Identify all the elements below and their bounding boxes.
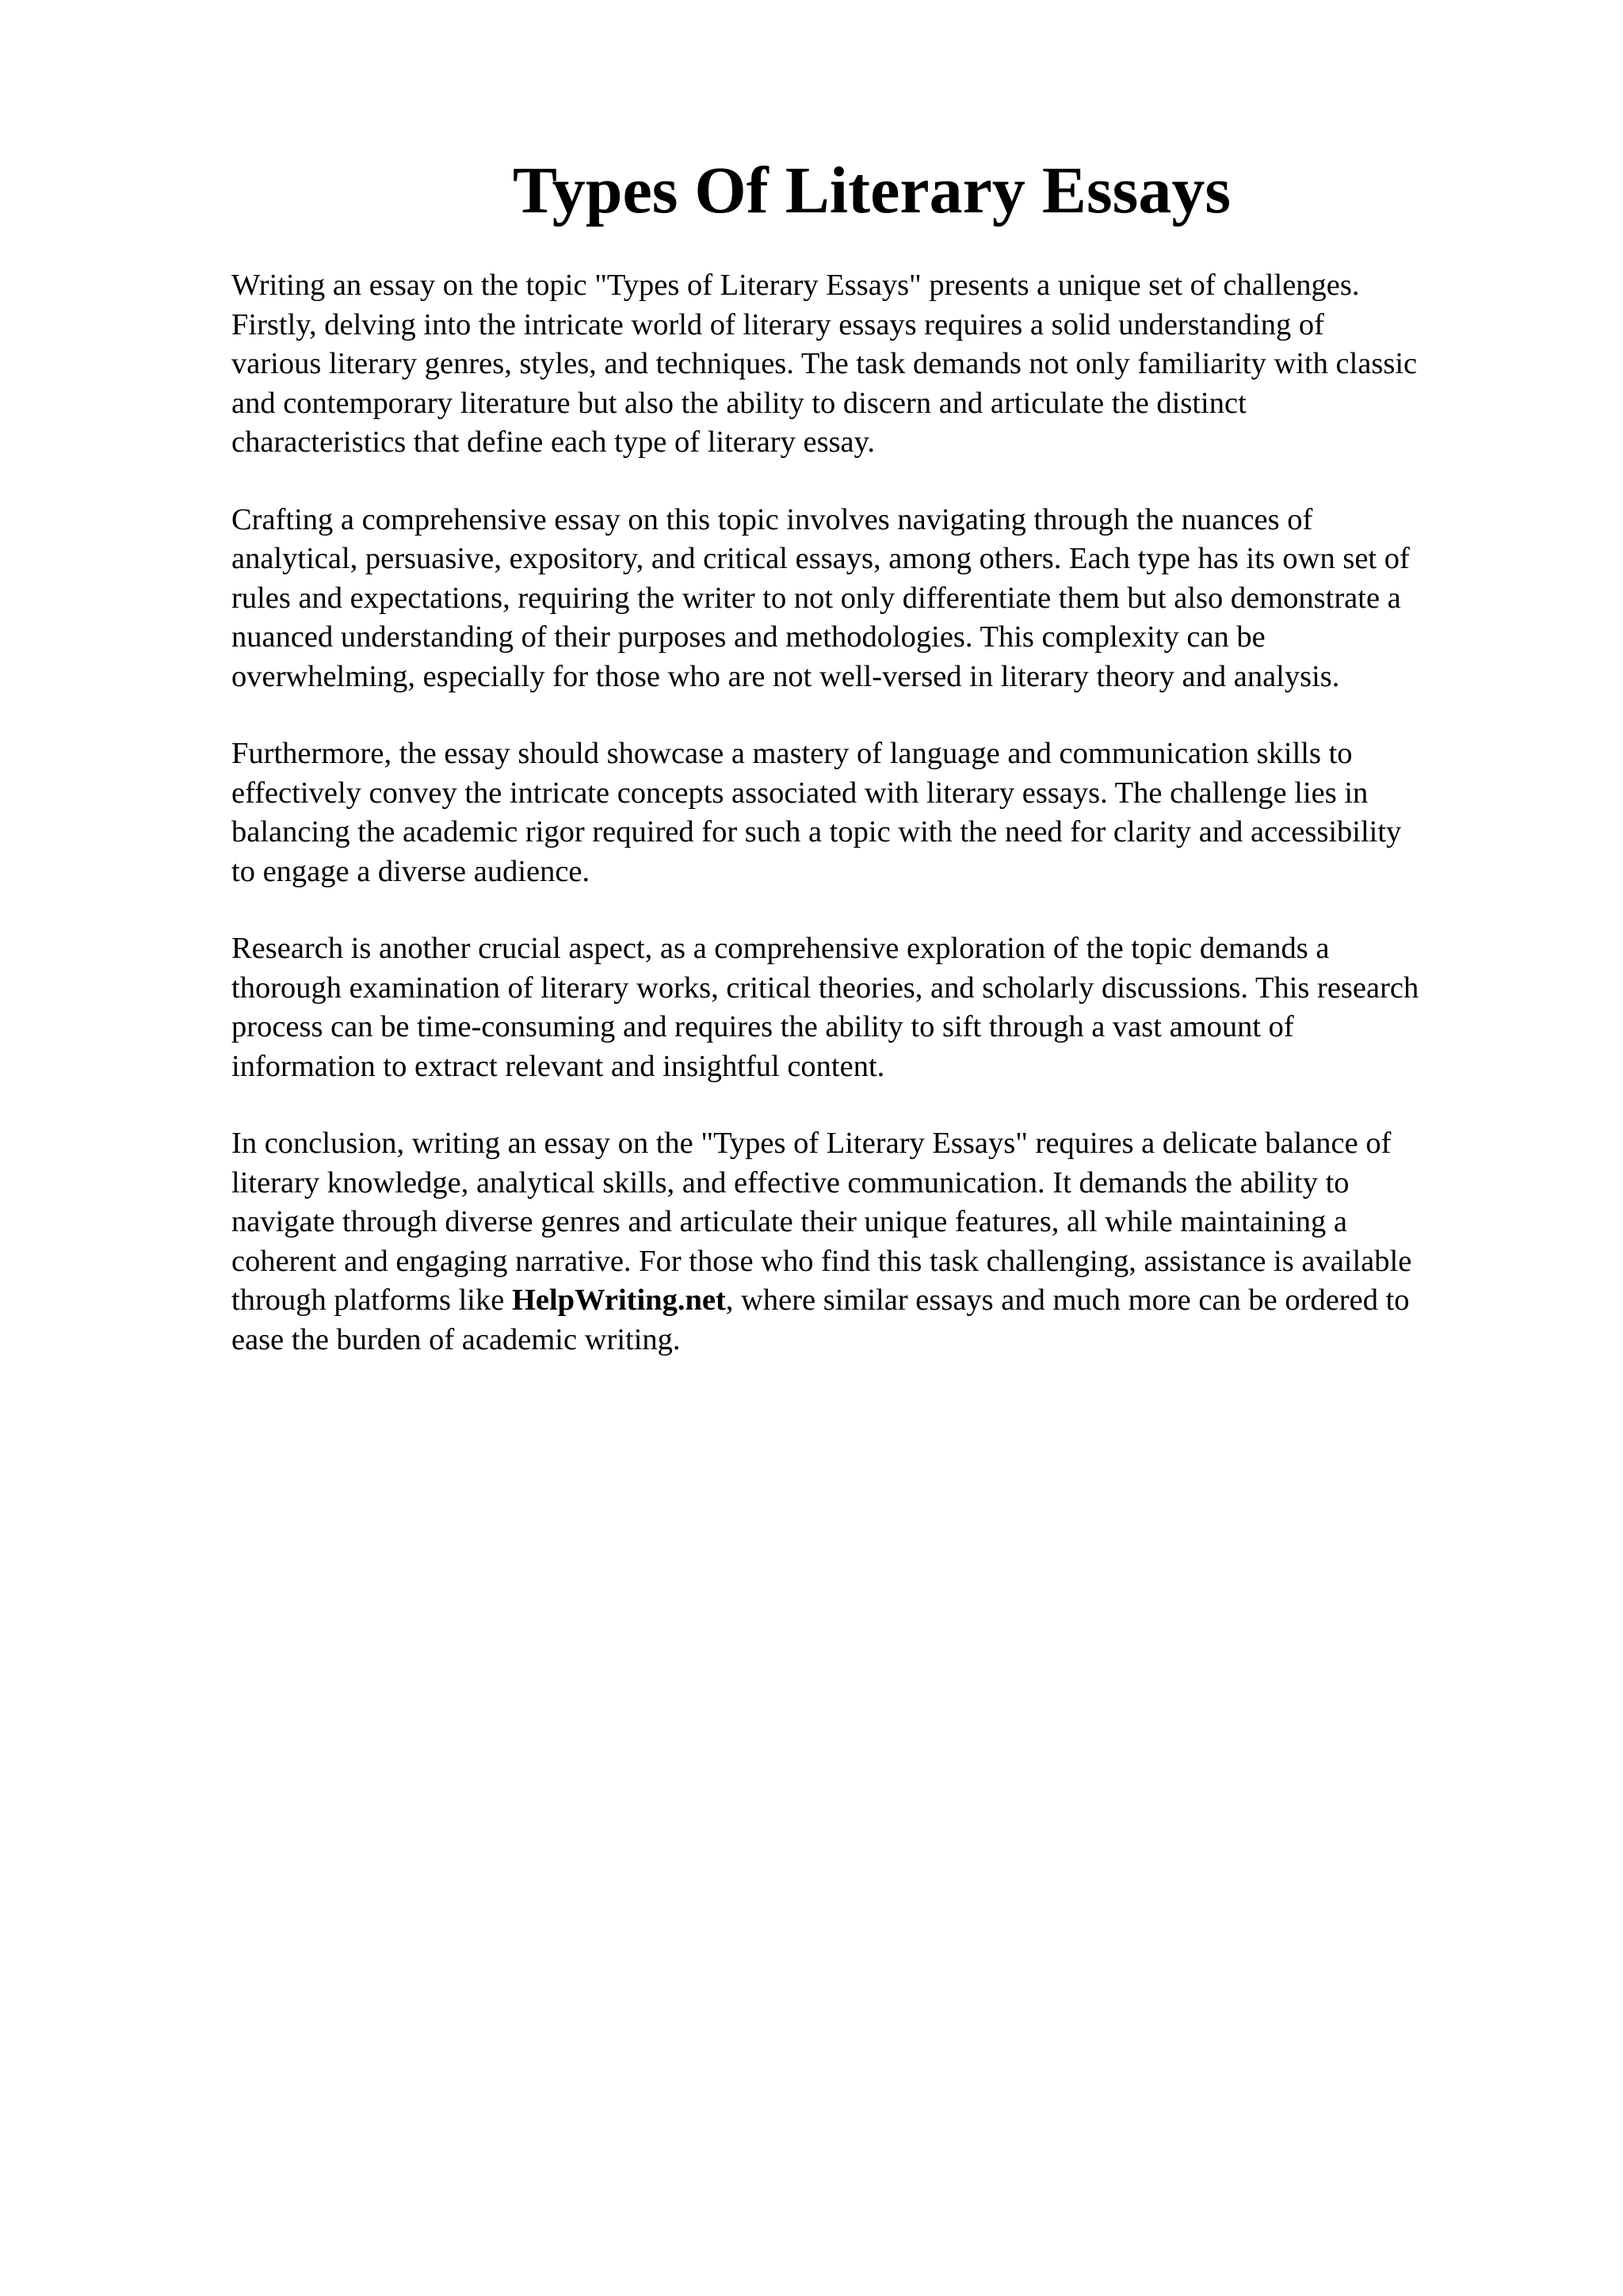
text-line: Crafting a comprehensive essay on this topic involves navigating through the nuances of — [231, 502, 1313, 536]
text-line: navigate through diverse genres and articulate their unique features, all while maintaining a — [231, 1205, 1347, 1238]
text-line: literary knowledge, analytical skills, and effective communication. It demands the ability to — [231, 1165, 1350, 1199]
text-line: various literary genres, styles, and techniques. The task demands not only familiarity with classic — [231, 347, 1418, 380]
text-line: Writing an essay on the topic "Types of Literary Essays" presents a unique set of challenges. — [231, 269, 1360, 302]
document-title: Types Of Literary Essays — [512, 154, 1232, 227]
brand-line — [231, 1281, 1515, 1321]
text-line: and contemporary literature but also the ability to discern and articulate the distinct — [231, 386, 1247, 420]
text-line: overwhelming, especially for those who are not well-versed in literary theory and analysis. — [231, 659, 1340, 693]
text-line: thorough examination of literary works, critical theories, and scholarly discussions. This research — [231, 971, 1419, 1005]
text-line: information to extract relevant and insightful content. — [231, 1049, 885, 1083]
text-line: coherent and engaging narrative. For those who find this task challenging, assistance is available — [231, 1244, 1412, 1278]
paragraph-1 — [231, 266, 1515, 463]
text-line: nuanced understanding of their purposes and methodologies. This complexity can be — [231, 620, 1266, 654]
text-line: Furthermore, the essay should showcase a mastery of language and communication skills to — [231, 737, 1353, 770]
paragraph-2 — [231, 501, 1515, 697]
text-line: Firstly, delving into the intricate world of literary essays requires a solid understanding of — [231, 307, 1324, 341]
text-line: process can be time-consuming and requires the ability to sift through a vast amount of — [231, 1010, 1294, 1043]
text-line: balancing the academic rigor required for such a topic with the need for clarity and accessibility — [231, 815, 1402, 849]
text-line: analytical, persuasive, expository, and critical essays, among others. Each type has its own set of — [231, 542, 1410, 575]
brand-trail-text: , where similar essays and much more can be ordered to — [725, 1283, 1410, 1317]
text-line: Research is another crucial aspect, as a comprehensive exploration of the topic demands a — [231, 932, 1330, 965]
conclusion-paragraph — [231, 1124, 1515, 1360]
brand-lead-text: through platforms like — [231, 1283, 512, 1317]
text-line: to engage a diverse audience. — [231, 854, 590, 888]
brand-name: HelpWriting.net — [511, 1283, 726, 1317]
text-line: effectively convey the intricate concepts associated with literary essays. The challenge lies in — [231, 776, 1369, 810]
document-body — [231, 266, 1515, 1398]
paragraph-4 — [231, 929, 1515, 1086]
text-line: ease the burden of academic writing. — [231, 1322, 681, 1356]
text-line: characteristics that define each type of literary essay. — [231, 425, 876, 459]
text-line: rules and expectations, requiring the writer to not only differentiate them but also demonstrate a — [231, 581, 1401, 615]
paragraph-3 — [231, 734, 1515, 891]
text-line: In conclusion, writing an essay on the "Types of Literary Essays" requires a delicate balance of — [231, 1127, 1392, 1160]
